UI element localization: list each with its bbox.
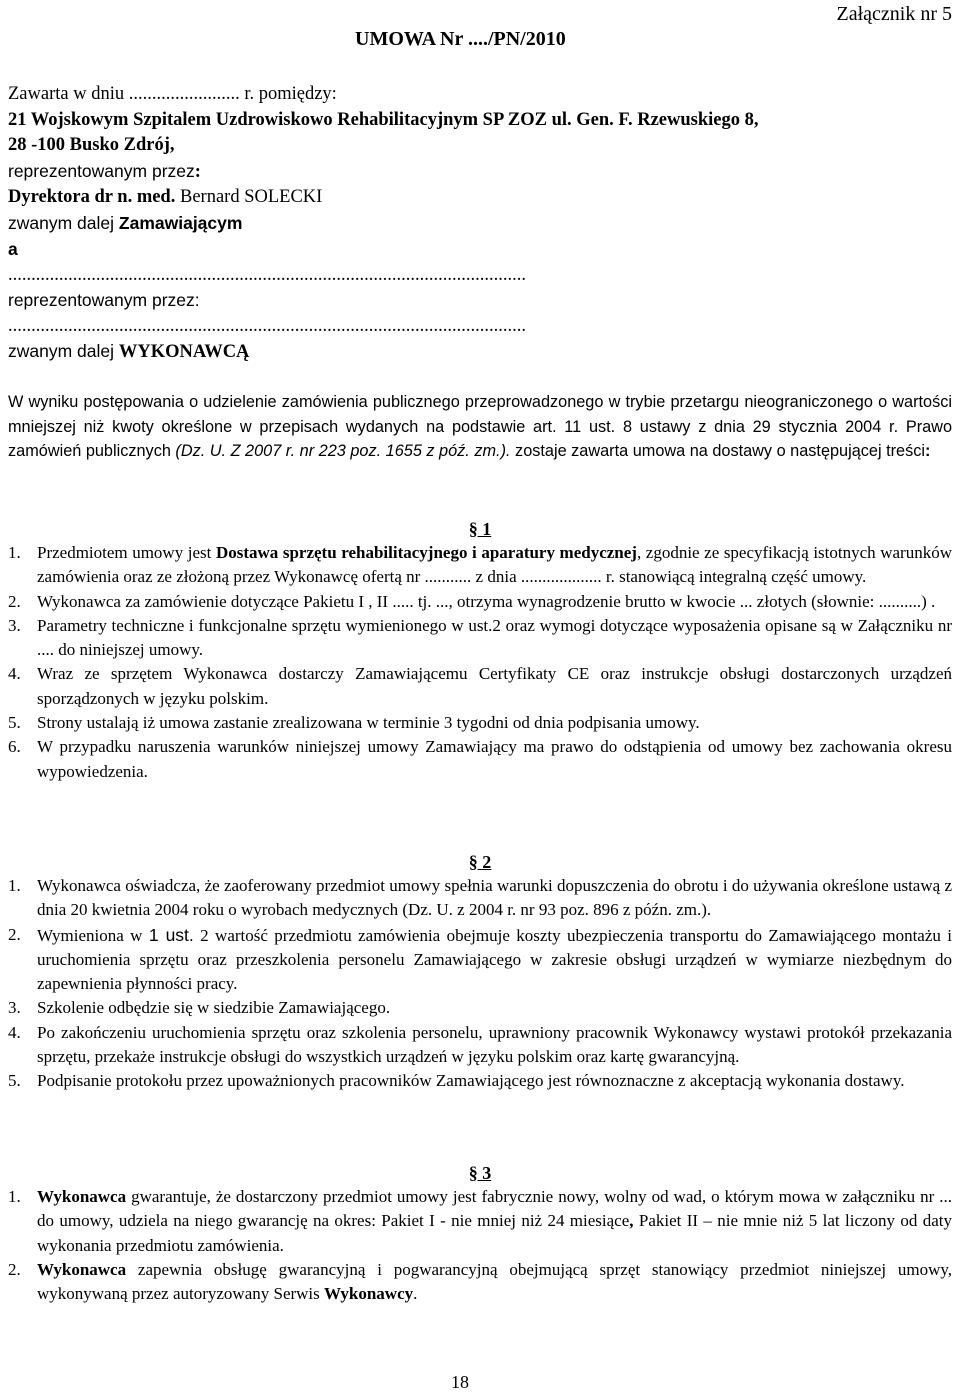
list-item: 3. Szkolenie odbędzie się w siedzibie Zamawiającego. — [8, 998, 391, 1018]
contractor-line: zwanym dalej WYKONAWCĄ — [8, 341, 250, 362]
intro-paragraph: W wyniku postępowania o udzielenie zamówienia publicznego przeprowadzonego w trybie przetargu nieograniczonego o wartości mniejszej niż kwoty określone w przepisach wydanych na podstawie art. 11 ust. 8 ustawy z dnia 29 stycznia 2004 r. Prawo zamówień publicznych (Dz. U. Z 2007 r. nr 223 poz. 1655 z póź. zm.). zostaje zawarta umowa na dostawy o następującej treści: — [8, 393, 952, 460]
section-2-heading: § 2 — [468, 852, 492, 872]
contractor-represented-line: reprezentowanym przez: — [8, 290, 200, 310]
list-item: 1. Wykonawca oświadcza, że zaoferowany przedmiot umowy spełnia warunki dopuszczenia do obrotu i do używania określone ustawą z dnia 20 kwietnia 2004 roku o wyrobach medycznych (Dz. U. z 2004 r. nr 93 poz. 896 z późn. zm.). — [8, 876, 952, 920]
section-1-heading: § 1 — [468, 519, 492, 539]
section-1 — [8, 517, 952, 784]
section-2 — [8, 850, 952, 1094]
section-3-heading: § 3 — [468, 1163, 492, 1183]
list-item: 1. Przedmiotem umowy jest Dostawa sprzętu rehabilitacyjnego i aparatury medycznej, zgodnie ze specyfikacją istotnych warunków zamówienia oraz ze złożoną przez Wykonawcę ofertą nr ........... z dnia ................... r. stanowiącą integralną część umowy. — [8, 543, 952, 587]
hospital-address-line: 28 -100 Busko Zdrój, — [8, 135, 175, 155]
list-item: 2. Wykonawca zapewnia obsługę gwarancyjną i pogwarancyjną obejmującą sprzęt stanowiący przedmiot niniejszej umowy, wykonywaną przez autoryzowany Serwis Wykonawcy. — [8, 1259, 952, 1304]
list-item: 6. W przypadku naruszenia warunków niniejszej umowy Zamawiający ma prawo do odstąpienia od umowy bez zachowania okresu wypowiedzenia. — [8, 737, 952, 781]
list-item: 3. Parametry techniczne i funkcjonalne sprzętu wymienionego w ust.2 oraz wymogi dotyczące wyposażenia opisane są w Załączniku nr .... do niniejszej umowy. — [8, 615, 952, 660]
represented-by-line: reprezentowanym przez: — [8, 160, 201, 182]
contractor-name-placeholder: ................................................................................................................ — [8, 264, 526, 285]
legal-reference: (Dz. U. Z 2007 r. nr 223 poz. 1655 z póź. zm.). — [175, 442, 511, 460]
hospital-name-line: 21 Wojskowym Szpitalem Uzdrowiskowo Rehabilitacyjnym SP ZOZ ul. Gen. F. Rzewuskiego 8, — [8, 109, 759, 130]
section-3 — [8, 1161, 952, 1306]
contract-date-line: Zawarta w dniu ........................ r. pomiędzy: — [8, 84, 337, 104]
annex-label: Załącznik nr 5 — [836, 3, 952, 25]
ordering-party-line: zwanym dalej Zamawiającym — [8, 212, 243, 233]
list-item: 2. Wykonawca za zamówienie dotyczące Pakietu I , II ..... tj. ..., otrzyma wynagrodzenie brutto w kwocie ... złotych (słownie: ..........) . — [8, 591, 936, 611]
contract-title: UMOWA Nr ..../PN/2010 — [355, 28, 566, 50]
contractor-rep-placeholder: ................................................................................................................ — [8, 315, 526, 336]
conjunction-a: a — [8, 239, 18, 259]
list-item: 5. Podpisanie protokołu przez upoważnionych pracowników Zamawiającego jest równoznaczne z akceptacją wykonania dostawy. — [8, 1071, 905, 1091]
list-item: 1. Wykonawca gwarantuje, że dostarczony przedmiot umowy jest fabrycznie nowy, wolny od wad, o którym mowa w załączniku nr ... do umowy, udziela na niego gwarancję na okres: Pakiet I - nie mniej niż 24 miesiące, Pakiet II – nie mnie niż 5 lat liczony od daty wykonania przedmiotu zamówienia. — [8, 1187, 953, 1255]
list-item: 4. Wraz ze sprzętem Wykonawca dostarczy Zamawiającemu Certyfikaty CE oraz instrukcje obsługi dostarczonych urządzeń sporządzonych w języku polskim. — [8, 664, 952, 708]
list-item: 2. Wymieniona w 1 ust. 2 wartość przedmiotu zamówienia obejmuje koszty ubezpieczenia transportu do Zamawiającego montażu i uruchomienia sprzętu oraz przeszkolenia personelu Zamawiającego w zakresie obsługi urządzeń w wymiarze niezbędnym do zapewnienia płynności pracy. — [8, 924, 952, 994]
page-number: 18 — [451, 1372, 469, 1392]
list-item: 4. Po zakończeniu uruchomienia sprzętu oraz szkolenia personelu, uprawniony pracownik Wykonawcy wystawi protokół przekazania sprzętu, przekaże instrukcje obsługi do wszystkich urządzeń w języku polskim oraz kartę gwarancyjną. — [8, 1022, 952, 1067]
parties-section — [8, 82, 952, 366]
list-item: 5. Strony ustalają iż umowa zastanie zrealizowana w terminie 3 tygodni od dnia podpisania umowy. — [8, 713, 700, 733]
director-line: Dyrektora dr n. med. Bernard SOLECKI — [8, 187, 323, 207]
